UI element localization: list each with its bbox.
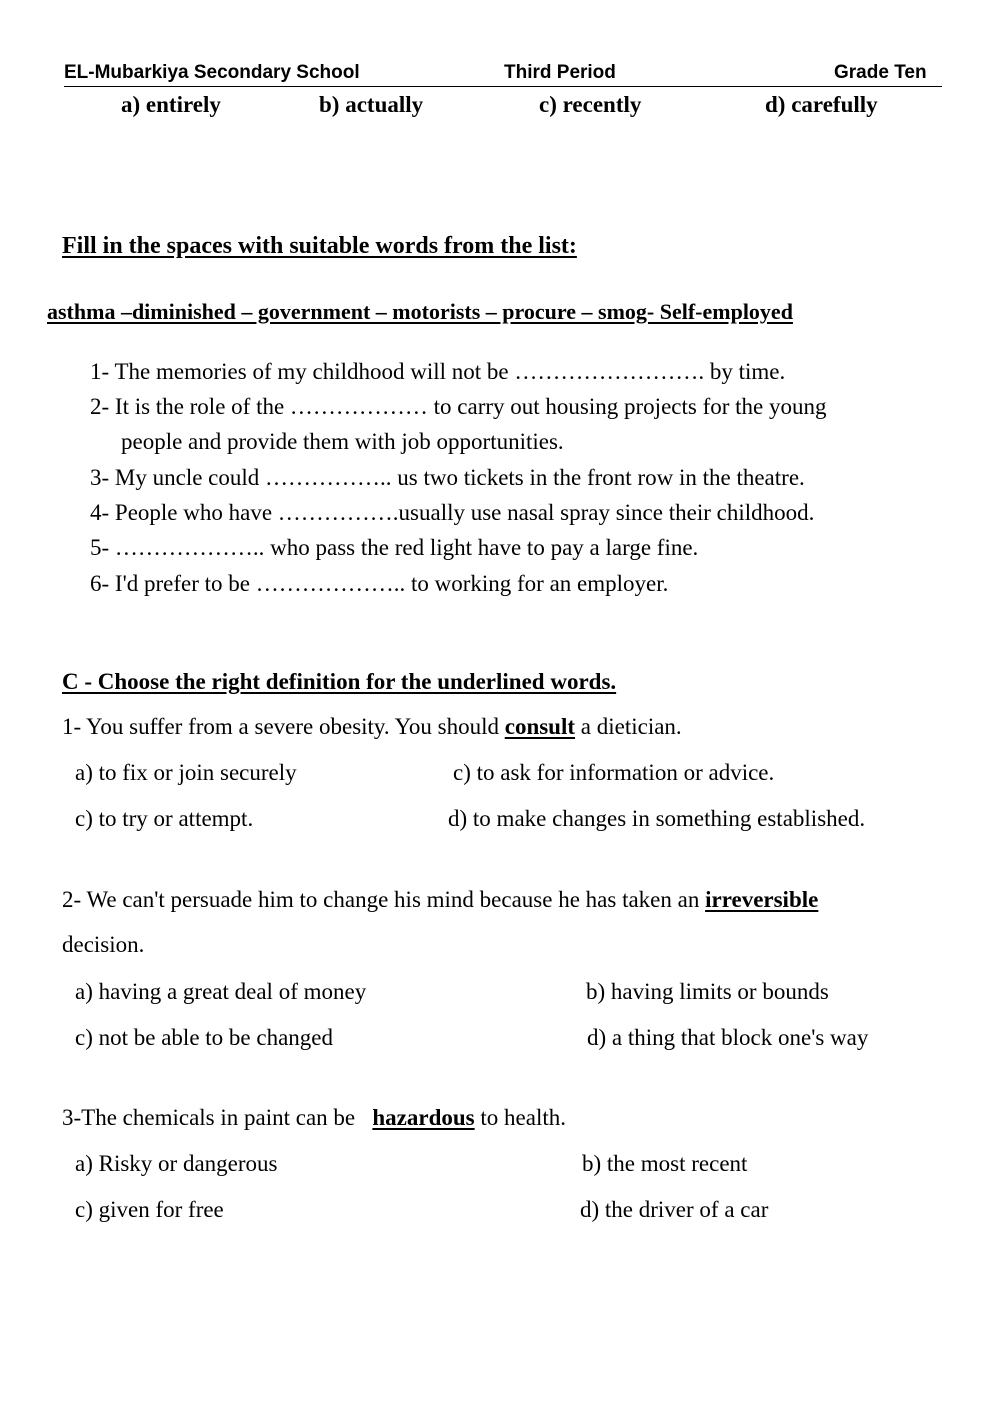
carry-option-a: a) entirely [121, 92, 221, 117]
fill-item-2-cont: people and provide them with job opportunities. [121, 429, 564, 454]
carry-option-c: c) recently [539, 92, 642, 117]
period-label: Third Period [504, 62, 616, 83]
underlined-word-hazardous: hazardous [372, 1105, 475, 1130]
question-3-before: 3-The chemicals in paint can be [62, 1105, 373, 1130]
q1-option-b: c) to ask for information or advice. [453, 760, 775, 785]
q2-option-b: b) having limits or bounds [586, 979, 829, 1004]
header-rule [64, 86, 942, 87]
underlined-word-irreversible: irreversible [705, 887, 819, 912]
q2-option-a: a) having a great deal of money [75, 979, 367, 1004]
underlined-word-consult: consult [504, 714, 576, 739]
q2-option-c: c) not be able to be changed [75, 1025, 333, 1050]
q3-option-a: a) Risky or dangerous [75, 1151, 278, 1176]
word-list: asthma –diminished – government – motorists – procure – smog- Self-employed [47, 299, 793, 324]
question-1-before: 1- You suffer from a severe obesity. You should [62, 714, 505, 739]
q3-option-d: d) the driver of a car [580, 1197, 769, 1222]
q3-option-b: b) the most recent [582, 1151, 748, 1176]
carry-option-b: b) actually [319, 92, 424, 117]
question-2-cont: decision. [62, 932, 145, 957]
question-2-before: 2- We can't persuade him to change his mind because he has taken an [62, 887, 706, 912]
question-3-after: to health. [474, 1105, 566, 1130]
question-1-after: a dietician. [575, 714, 682, 739]
fill-item-3: 3- My uncle could …………….. us two tickets in the front row in the theatre. [90, 465, 805, 490]
fill-item-5: 5- ……………….. who pass the red light have to pay a large fine. [90, 535, 699, 560]
fill-item-6: 6- I'd prefer to be ……………….. to working for an employer. [90, 571, 669, 596]
question-2 [62, 887, 818, 913]
q1-option-c: c) to try or attempt. [75, 806, 254, 831]
fill-item-2: 2- It is the role of the ……………… to carry out housing projects for the young [90, 394, 827, 419]
section-c-title: C - Choose the right definition for the underlined words. [62, 669, 617, 694]
question-3 [62, 1105, 566, 1131]
fill-item-4: 4- People who have …………….usually use nasal spray since their childhood. [90, 500, 815, 525]
q1-option-a: a) to fix or join securely [75, 760, 297, 785]
q3-option-c: c) given for free [75, 1197, 224, 1222]
fill-section-title: Fill in the spaces with suitable words from the list: [62, 233, 577, 259]
school-name: EL-Mubarkiya Secondary School [64, 62, 360, 83]
q2-option-d: d) a thing that block one's way [587, 1025, 869, 1050]
question-1 [62, 714, 682, 740]
q1-option-d: d) to make changes in something established. [448, 806, 866, 831]
carry-option-d: d) carefully [765, 92, 878, 117]
grade-label: Grade Ten [834, 62, 927, 83]
fill-item-1: 1- The memories of my childhood will not be ……………………. by time. [90, 359, 786, 384]
